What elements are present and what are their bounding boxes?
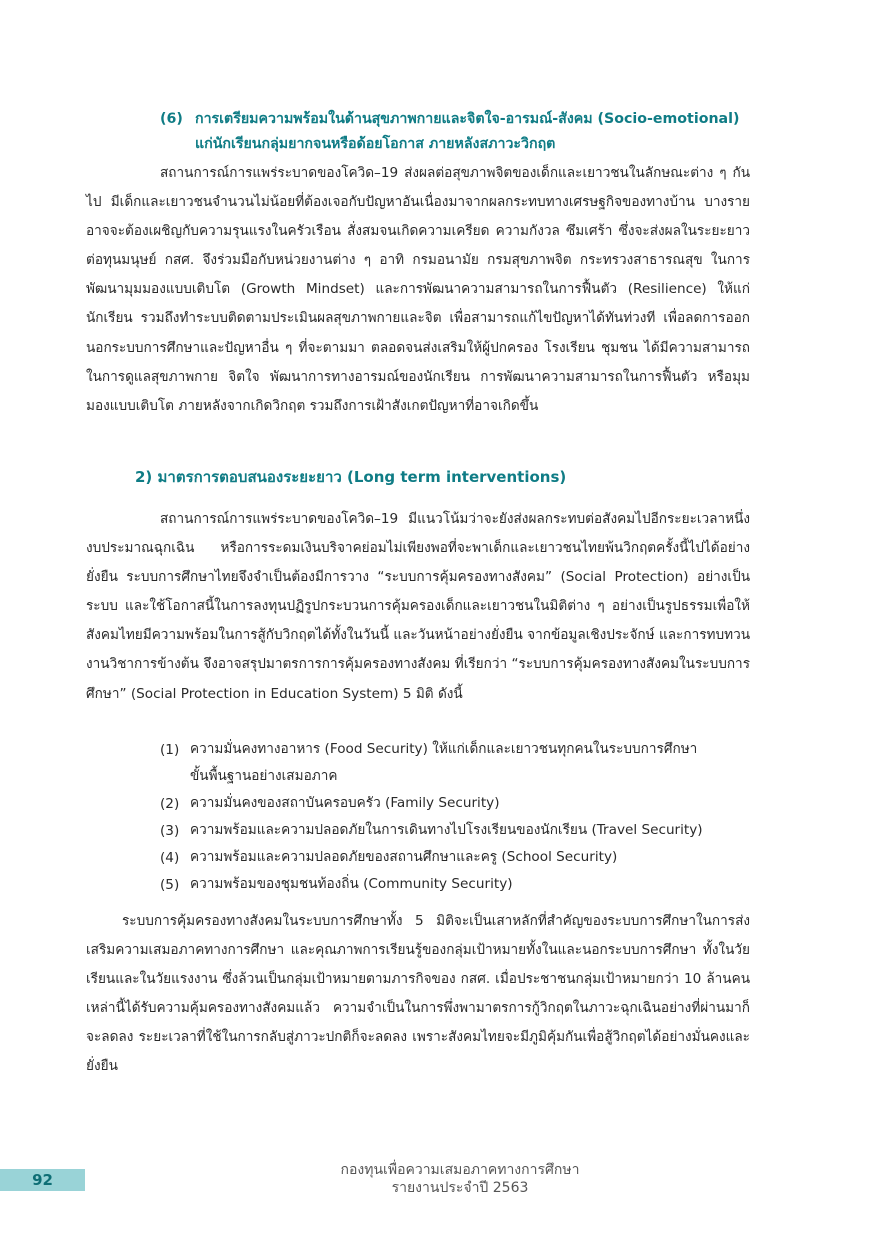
list-item: [160, 736, 760, 790]
page-number-tab: 92: [0, 1169, 85, 1191]
section-6-paragraph: สถานการณ์การแพร่ระบาดของโควิด–19 ส่งผลต่อสุขภาพจิตของเด็กและเยาวชนในลักษณะต่าง ๆ กันไป มีเด็กและเยาวชนจำนวนไม่น้อยที่ต้องเจอกับปัญหาอันเนื่องมาจากผลกระทบทางเศรษฐกิจของทางบ้าน บางรายอาจจะต้องเผชิญกับความรุนแรงในครัวเรือน สั่งสมจนเกิดความเครียด ความกังวล ซึมเศร้า ซึ่งจะส่งผลในระยะยาวต่อทุนมนุษย์ กสศ. จึงร่วมมือกับหน่วยงานต่าง ๆ อาทิ กรมอนามัย กรมสุขภาพจิต กระทรวงสาธารณสุข ในการพัฒนามุมมองแบบเติบโต (Growth Mindset) และการพัฒนาความสามารถในการฟื้นตัว (Resilience) ให้แก่นักเรียน รวมถึงทำระบบติดตามประเมินผลสุขภาพกายและจิต เพื่อสามารถแก้ไขปัญหาได้ทันท่วงที เพื่อลดการออกนอกระบบการศึกษาและปัญหาอื่น ๆ ที่จะตามมา ตลอดจนส่งเสริมให้ผู้ปกครอง โรงเรียน ชุมชน ได้มีความสามารถในการดูแลสุขภาพกาย จิตใจ พัฒนาการทางอารมณ์ของนักเรียน การพัฒนาความสามารถในการฟื้นตัว หรือมุมมองแบบเติบโต ภายหลังจากเกิดวิกฤต รวมถึงการเฝ้าสังเกตปัญหาที่อาจเกิดขึ้น: [86, 165, 750, 414]
list-item: [160, 844, 760, 871]
list-item: [160, 817, 760, 844]
list-item-number: (1): [160, 742, 180, 758]
list-item-number: (4): [160, 850, 180, 866]
section-6-heading: [160, 107, 760, 157]
list-item-text: ความมั่นคงทางอาหาร (Food Security) ให้แก่เด็กและเยาวชนทุกคนในระบบการศึกษา ขั้นพื้นฐานอย่างเสมอภาค: [190, 741, 698, 784]
list-item-number: (3): [160, 823, 180, 839]
section-6-number: (6): [160, 111, 183, 127]
list-item-text: ความมั่นคงของสถาบันครอบครัว (Family Security): [190, 795, 500, 811]
list-item-number: (2): [160, 796, 180, 812]
section-6-title: การเตรียมความพร้อมในด้านสุขภาพกายและจิตใจ-อารมณ์-สังคม (Socio-emotional) แก่นักเรียนกลุ่มยากจนหรือด้อยโอกาส ภายหลังสภาวะวิกฤต: [195, 111, 740, 152]
footer-organization: กองทุนเพื่อความเสมอภาคทางการศึกษา: [340, 1162, 580, 1178]
list-item-number: (5): [160, 877, 180, 893]
section-2-paragraph: สถานการณ์การแพร่ระบาดของโควิด–19 มีแนวโน้มว่าจะยังส่งผลกระทบต่อสังคมไปอีกระยะเวลาหนึ่ง งบประมาณฉุกเฉิน หรือการระดมเงินบริจาคย่อมไม่เพียงพอที่จะพาเด็กและเยาวชนไทยพ้นวิกฤตครั้งนี้ไปได้อย่างยั่งยืน ระบบการศึกษาไทยจึงจำเป็นต้องมีการวาง “ระบบการคุ้มครองทางสังคม” (Social Protection) อย่างเป็นระบบ และใช้โอกาสนี้ในการลงทุนปฏิรูปกระบวนการคุ้มครองเด็กและเยาวชนในมิติต่าง ๆ อย่างเป็นรูปธรรมเพื่อให้สังคมไทยมีความพร้อมในการสู้กับวิกฤตได้ทั้งในวันนี้ และวันหน้าอย่างยั่งยืน จากข้อมูลเชิงประจักษ์ และการทบทวนงานวิชาการข้างต้น จึงอาจสรุปมาตรการการคุ้มครองทางสังคม ที่เรียกว่า “ระบบการคุ้มครองทางสังคมในระบบการศึกษา” (Social Protection in Education System) 5 มิติ ดังนี้: [86, 511, 750, 702]
footer-title: [250, 1161, 670, 1197]
list-item: [160, 790, 760, 817]
list-item-text: ความพร้อมของชุมชนท้องถิ่น (Community Security): [190, 876, 513, 892]
list-item-text: ความพร้อมและความปลอดภัยในการเดินทางไปโรงเรียนของนักเรียน (Travel Security): [190, 822, 703, 838]
section-2-heading: 2) มาตรการตอบสนองระยะยาว (Long term interventions): [135, 468, 567, 486]
conclusion-paragraph: ระบบการคุ้มครองทางสังคมในระบบการศึกษาทั้ง 5 มิติจะเป็นเสาหลักที่สำคัญของระบบการศึกษาในการส่งเสริมความเสมอภาคทางการศึกษา และคุณภาพการเรียนรู้ของกลุ่มเป้าหมายทั้งในและนอกระบบการศึกษา ทั้งในวัยเรียนและในวัยแรงงาน ซึ่งล้วนเป็นกลุ่มเป้าหมายตามภารกิจของ กสศ. เมื่อประชาชนกลุ่มเป้าหมายกว่า 10 ล้านคนเหล่านี้ได้รับความคุ้มครองทางสังคมแล้ว ความจำเป็นในการพึ่งพามาตรการกู้วิกฤตในภาวะฉุกเฉินอย่างที่ผ่านมาก็จะลดลง ระยะเวลาที่ใช้ในการกลับสู่ภาวะปกติก็จะลดลง เพราะสังคมไทยจะมีภูมิคุ้มกันเพื่อสู้วิกฤตได้อย่างมั่นคงและยั่งยืน: [86, 913, 750, 1075]
list-item: [160, 871, 760, 898]
list-item-text: ความพร้อมและความปลอดภัยของสถานศึกษาและครู (School Security): [190, 849, 618, 865]
security-dimensions-list: [160, 736, 760, 898]
footer-report-name: รายงานประจำปี 2563: [391, 1180, 529, 1196]
